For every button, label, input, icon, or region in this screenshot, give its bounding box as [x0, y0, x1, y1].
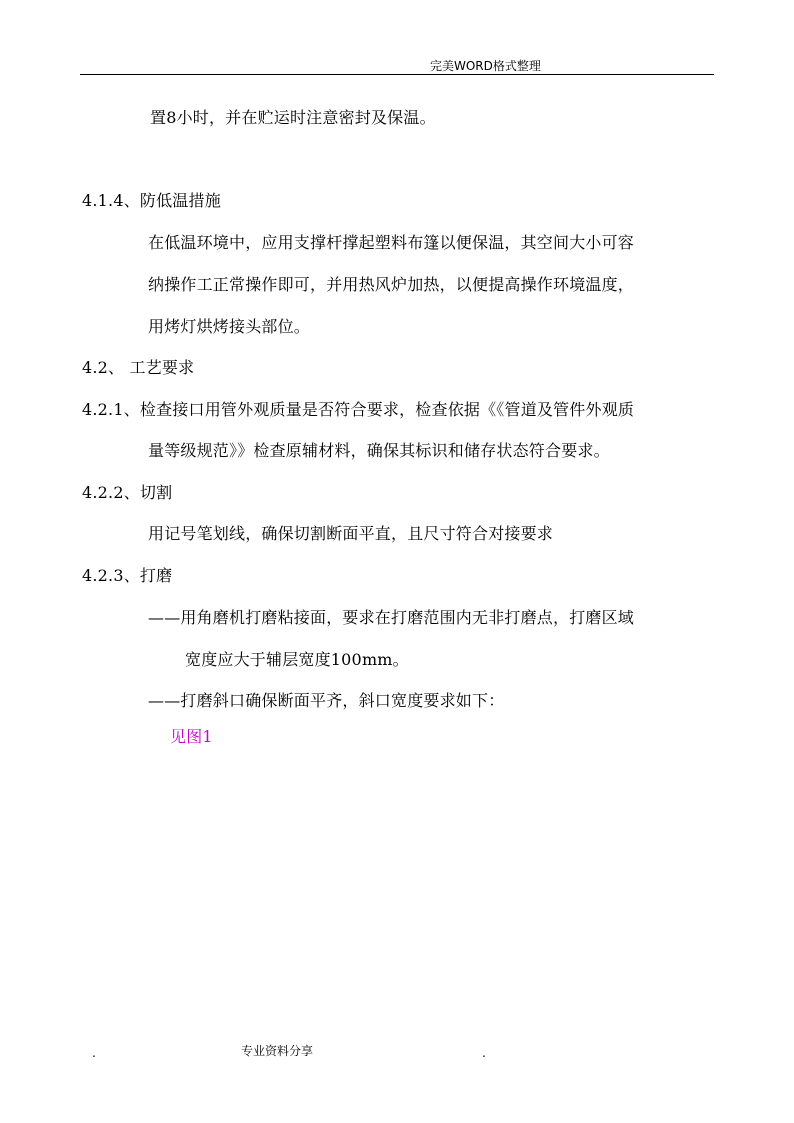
paragraph-continuation: 置8小时，并在贮运时注意密封及保温。	[150, 108, 436, 127]
bullet-continuation: 宽度应大于辅层宽度100mm。	[185, 650, 409, 669]
figure-reference: 见图1	[170, 727, 213, 746]
section-heading-4-2-3: 4.2.3、打磨	[82, 566, 173, 585]
page-footer: 专业资料分享	[241, 1044, 314, 1058]
bullet-line: ——用角磨机打磨粘接面，要求在打磨范围内无非打磨点，打磨区域	[148, 608, 635, 627]
paragraph-line: 用烤灯烘烤接头部位。	[148, 317, 311, 336]
section-heading-4-2-1: 4.2.1、检查接口用管外观质量是否符合要求，检查依据《《管道及管件外观质	[82, 400, 635, 419]
section-heading-4-2: 4.2、 工艺要求	[82, 358, 195, 377]
bullet-line: ——打磨斜口确保断面平齐，斜口宽度要求如下：	[148, 691, 505, 710]
paragraph-line: 量等级规范》》检查原辅材料，确保其标识和储存状态符合要求。	[148, 441, 610, 460]
section-heading-4-1-4: 4.1.4、防低温措施	[82, 191, 221, 210]
paragraph-line: 纳操作工正常操作即可，并用热风炉加热，以便提高操作环境温度，	[148, 275, 635, 294]
page-header: 完美WORD格式整理	[430, 59, 541, 73]
footer-dot-left: .	[92, 1046, 96, 1060]
footer-dot-right: .	[482, 1046, 486, 1060]
paragraph-line: 在低温环境中，应用支撑杆撑起塑料布篷以便保温，其空间大小可容	[148, 233, 635, 252]
section-heading-4-2-2: 4.2.2、切割	[82, 483, 173, 502]
header-divider	[80, 74, 714, 75]
paragraph-line: 用记号笔划线，确保切割断面平直，且尺寸符合对接要求	[148, 524, 554, 543]
